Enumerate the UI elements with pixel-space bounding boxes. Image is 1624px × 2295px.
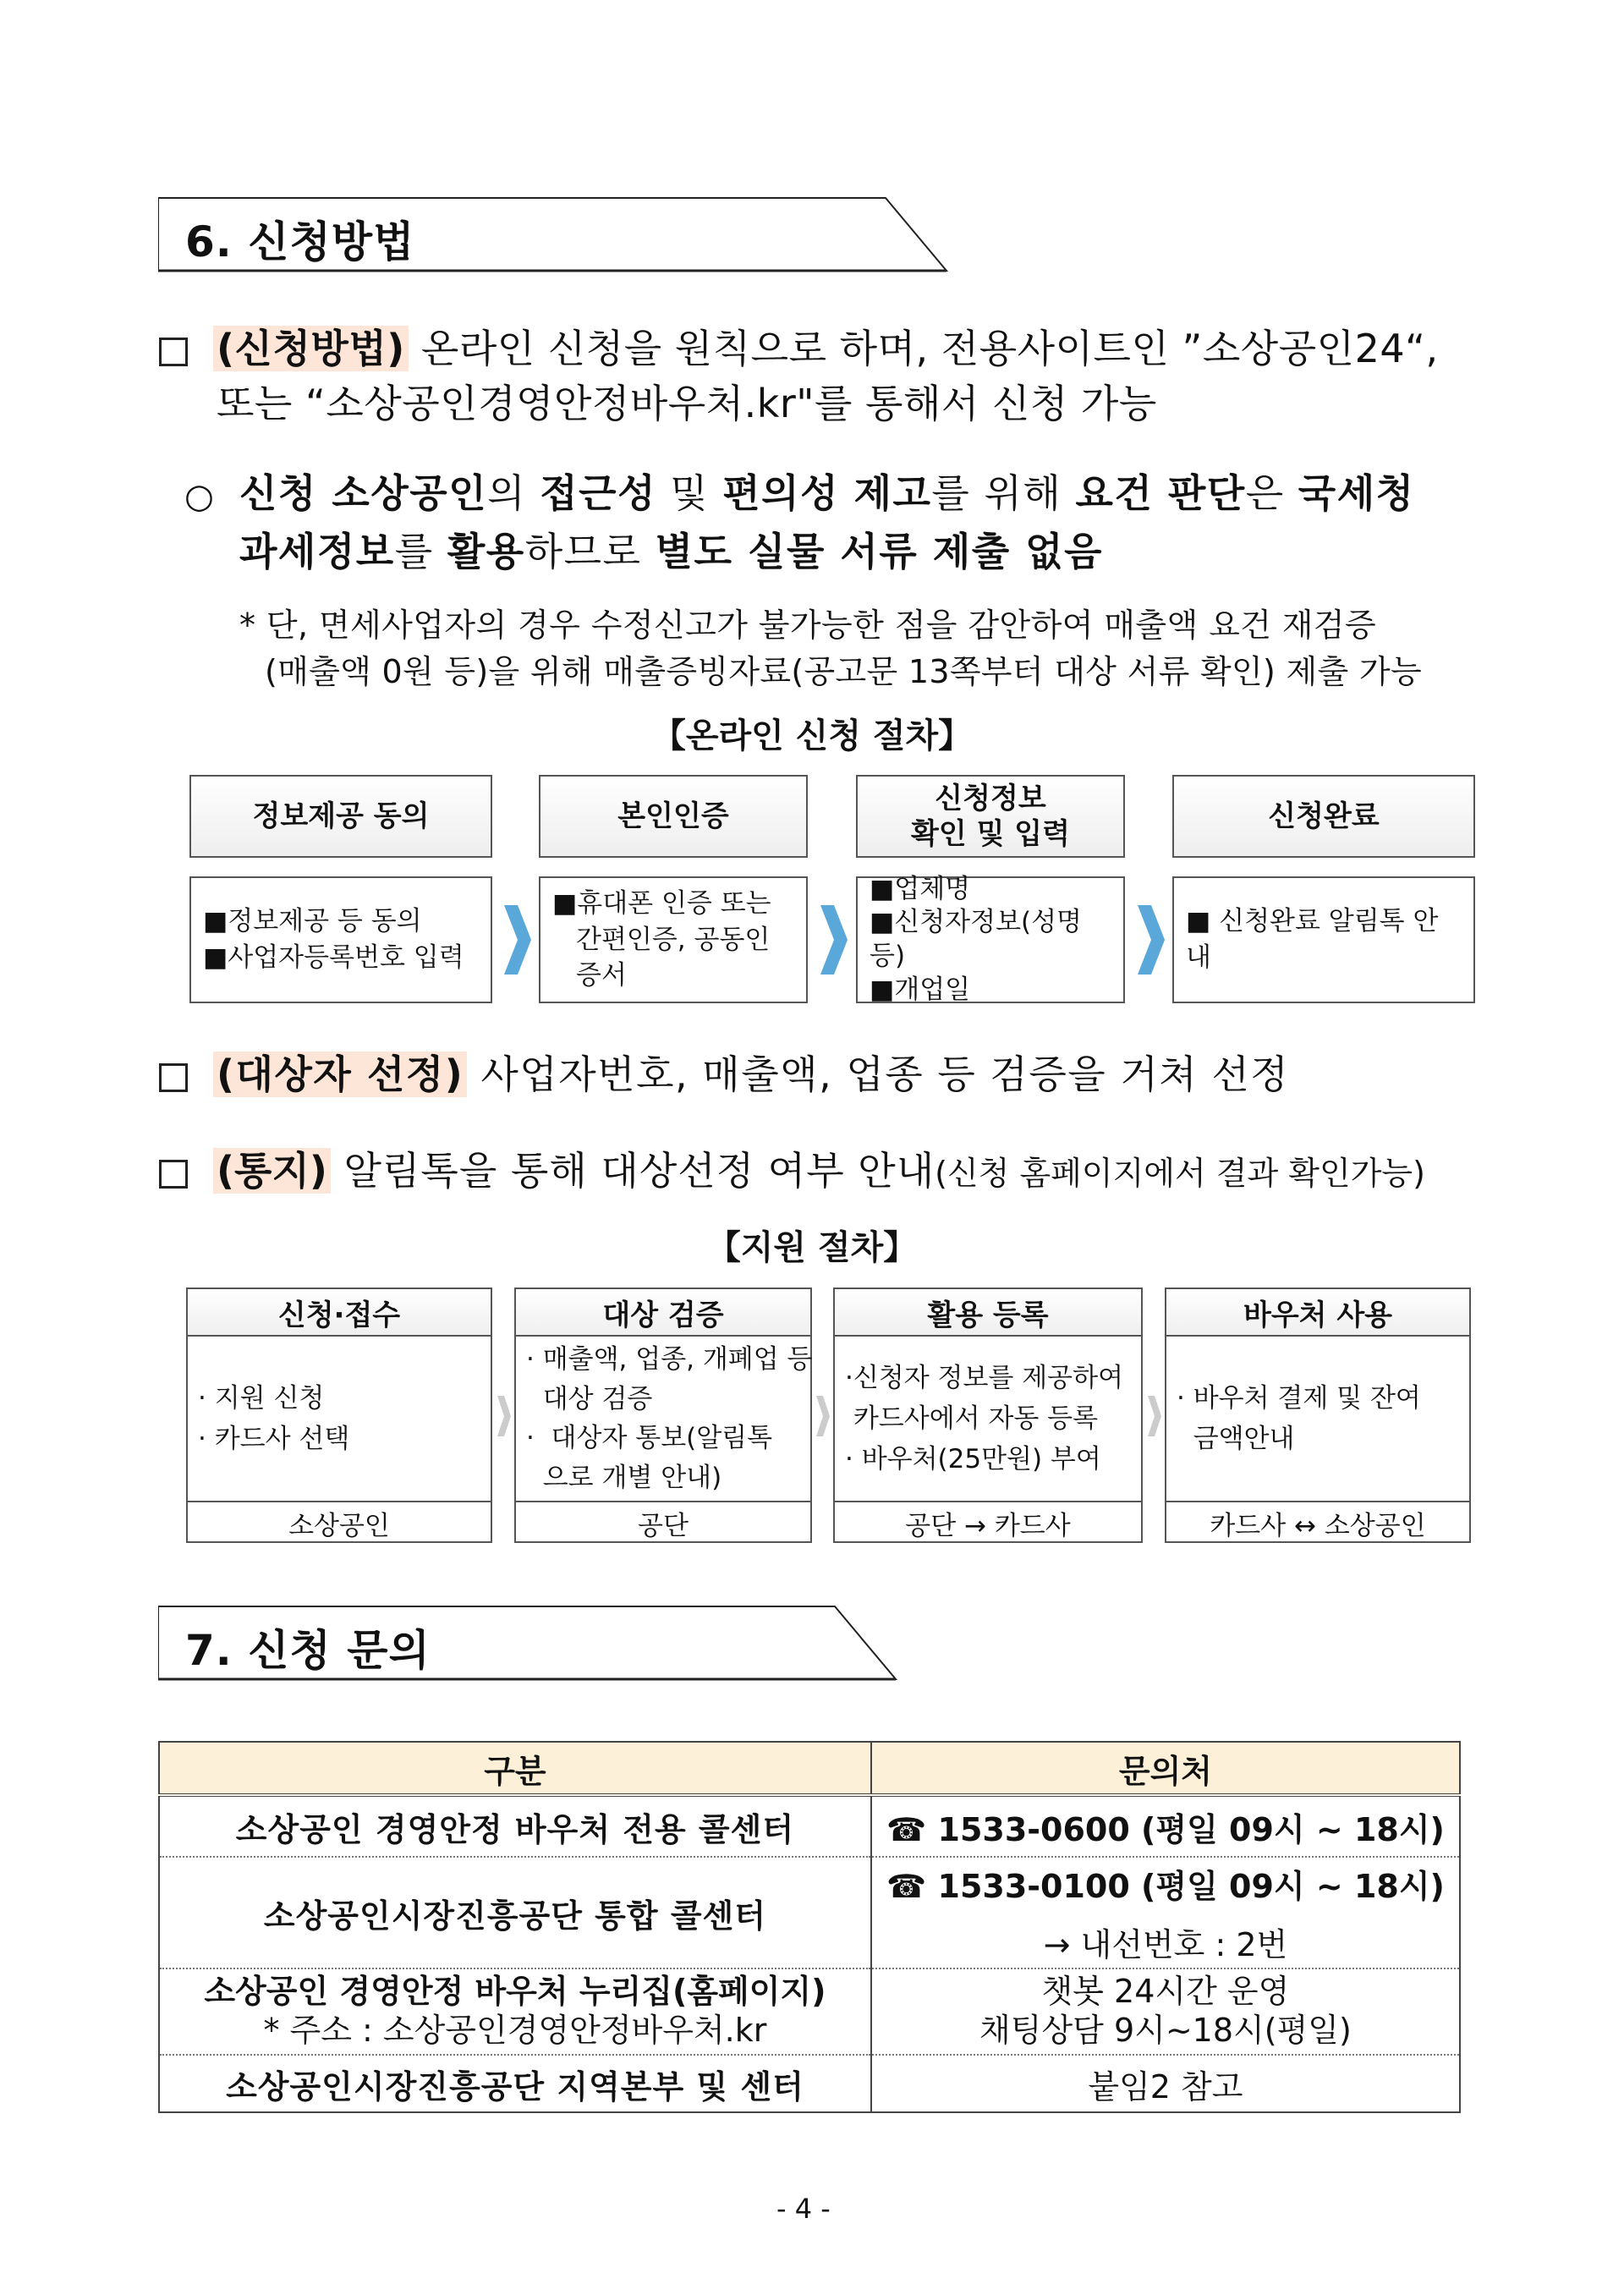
note-line-2: (매출액 0원 등)을 위해 매출증빙자료(공고문 13쪽부터 대상 서류 확인) 제출 가능 xyxy=(265,653,1422,690)
notice-label: (통지) xyxy=(213,1148,331,1194)
checkbox-icon xyxy=(159,1063,188,1092)
section-6-header xyxy=(158,196,953,272)
arrow-right-icon xyxy=(501,902,533,978)
online-process-title: 【온라인 신청 절차】 xyxy=(651,717,973,755)
support-process-title: 【지원 절차】 xyxy=(706,1228,918,1267)
note-line-1: * 단, 면세사업자의 경우 수정신고가 불가능한 점을 감안하여 매출액 요건 재검증 xyxy=(239,607,1377,644)
online-step-1-body: ■정보제공 등 동의 ■사업자등록번호 입력 xyxy=(189,876,492,1003)
checkbox-icon xyxy=(159,338,188,366)
table-row: 소상공인시장진흥공단 지역본부 및 센터 붙임2 참고 xyxy=(159,2055,1460,2112)
selection-label: (대상자 선정) xyxy=(213,1051,467,1097)
support-step-1: 신청·접수 · 지원 신청 · 카드사 선택 소상공인 xyxy=(186,1288,492,1543)
online-step-4-head: 신청완료 xyxy=(1172,775,1475,858)
section-6-title: 6. 신청방법 xyxy=(185,217,415,266)
table-row: 소상공인 경영안정 바우처 전용 콜센터 ☎ 1533-0600 (평일 09시 ~ 18시) xyxy=(159,1795,1460,1857)
support-step-4: 바우처 사용 · 바우처 결제 및 잔여 금액안내 카드사 ↔ 소상공인 xyxy=(1165,1288,1471,1543)
method-label: (신청방법) xyxy=(213,326,409,371)
online-step-2-body: ■휴대폰 인증 또는 간편인증, 공동인증서 xyxy=(539,876,808,1003)
arrow-right-icon xyxy=(815,1394,831,1438)
contact-table xyxy=(158,1741,1461,2113)
table-row: 소상공인 경영안정 바우처 누리집(홈페이지) * 주소 : 소상공인경영안정바우처.kr 챗봇 24시간 운영 채팅상담 9시~18시(평일) xyxy=(159,1968,1460,2055)
method-line-2: 또는 “소상공인경영안정바우처.kr"를 통해서 신청 가능 xyxy=(217,381,1157,426)
selection-line: (대상자 선정) 사업자번호, 매출액, 업종 등 검증을 거쳐 선정 xyxy=(213,1051,1289,1098)
section-7-title: 7. 신청 문의 xyxy=(185,1626,431,1675)
online-step-1-head: 정보제공 동의 xyxy=(189,775,492,858)
online-step-2-head: 본인인증 xyxy=(539,775,808,858)
page-number: - 4 - xyxy=(776,2193,831,2225)
arrow-right-icon xyxy=(496,1394,513,1438)
arrow-right-icon xyxy=(1146,1394,1163,1438)
online-step-3-head: 신청정보 확인 및 입력 xyxy=(856,775,1125,858)
support-step-2: 대상 검증 · 매출액, 업종, 개폐업 등 대상 검증 · 대상자 통보(알림톡 으로 개별 안내) 공단 xyxy=(514,1288,812,1543)
checkbox-icon xyxy=(159,1160,188,1189)
online-step-3-body: ■업체명 ■신청자정보(성명 등) ■개업일 xyxy=(856,876,1125,1003)
section-7-header xyxy=(158,1605,903,1681)
circle-line-2: 과세정보를 활용하므로 별도 실물 서류 제출 없음 xyxy=(239,529,1104,574)
online-step-4-body: ■ 신청완료 알림톡 안내 xyxy=(1172,876,1475,1003)
notice-line: (통지) 알림톡을 통해 대상선정 여부 안내(신청 홈페이지에서 결과 확인가능) xyxy=(213,1148,1425,1194)
circle-bullet: ○ xyxy=(184,477,214,516)
method-line-1: (신청방법) 온라인 신청을 원칙으로 하며, 전용사이트인 ”소상공인24“, xyxy=(213,326,1439,372)
circle-line-1: 신청 소상공인의 접근성 및 편의성 제고를 위해 요건 판단은 국세청 xyxy=(239,470,1415,516)
table-header-contact: 문의처 xyxy=(871,1742,1460,1795)
arrow-right-icon xyxy=(817,902,849,978)
table-header-category: 구분 xyxy=(159,1742,871,1795)
support-step-3: 활용 등록 ·신청자 정보를 제공하여 카드사에서 자동 등록 · 바우처(25만원) 부여 공단 → 카드사 xyxy=(833,1288,1143,1543)
table-row: 소상공인시장진흥공단 통합 콜센터 ☎ 1533-0100 (평일 09시 ~ 18시) → 내선번호 : 2번 xyxy=(159,1857,1460,1968)
arrow-right-icon xyxy=(1134,902,1166,978)
